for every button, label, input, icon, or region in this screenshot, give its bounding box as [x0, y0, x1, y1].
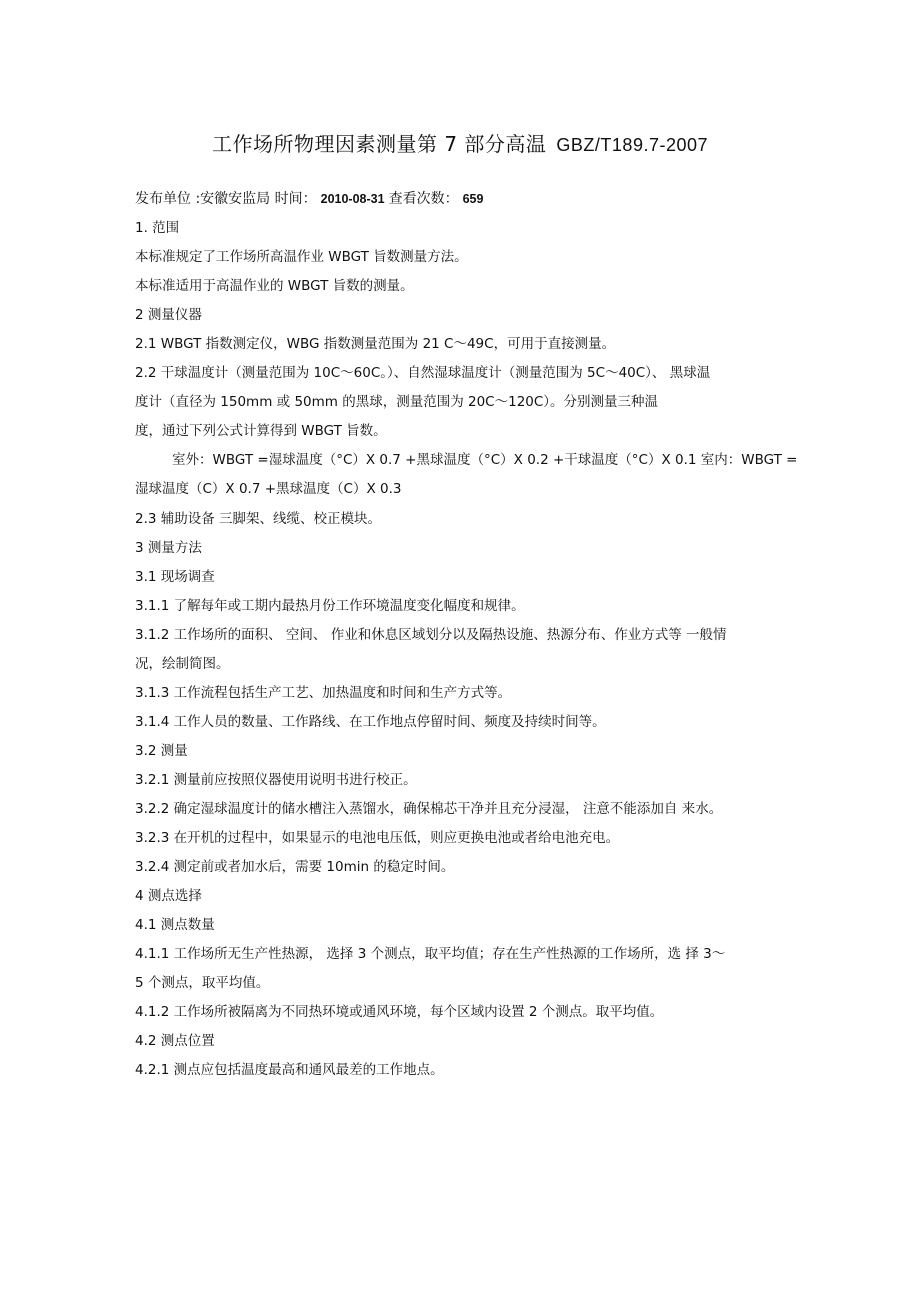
text-line: 度，通过下列公式计算得到 WBGT 旨数。: [135, 423, 387, 439]
views-count: 659: [462, 192, 484, 206]
text-line: 5 个测点，取平均值。: [135, 975, 270, 991]
text-line: 3.2.1 测量前应按照仪器使用说明书进行校正。: [135, 772, 417, 788]
text-line: 2.2 干球温度计（测量范围为 10C〜60C。）、自然湿球温度计（测量范围为 5C〜40C）、 黑球温: [135, 365, 711, 381]
text-line: 本标准适用于高温作业的 WBGT 旨数的测量。: [135, 278, 414, 294]
text-line: 3.1.1 了解每年或工期内最热月份工作环境温度变化幅度和规律。: [135, 598, 525, 614]
title-main: 工作场所物理因素测量第 7 部分高温: [211, 132, 547, 156]
text-line: 3.1.2 工作场所的面积、 空间、 作业和休息区域划分以及隔热设施、热源分布、作业方式等 一般情: [135, 627, 727, 643]
text-line: 4.1 测点数量: [135, 917, 215, 933]
document-title: [0, 128, 920, 157]
publish-date: 2010-08-31: [320, 192, 385, 206]
text-line: 2.1 WBGT 指数测定仪，WBG 指数测量范围为 21 C〜49C，可用于直接测量。: [135, 336, 616, 352]
text-line: 2.3 辅助设备 三脚架、线缆、校正模块。: [135, 511, 382, 527]
text-line: 3.2.4 测定前或者加水后，需要 10min 的稳定时间。: [135, 859, 455, 875]
text-line: 3.2.3 在开机的过程中，如果显示的电池电压低，则应更换电池或者给电池充电。: [135, 830, 620, 846]
publisher-label: 发布单位 :安徽安监局 时间：: [135, 191, 317, 207]
text-line: 4.2.1 测点应包括温度最高和通风最差的工作地点。: [135, 1062, 444, 1078]
formula-line: 湿球温度（C）X 0.7 +黑球温度（C）X 0.3: [135, 481, 402, 497]
text-line: 度计（直径为 150mm 或 50mm 的黑球，测量范围为 20C〜120C）。分别测量三种温: [135, 394, 659, 410]
text-line: 4.2 测点位置: [135, 1033, 215, 1049]
standard-code: GBZ/T189.7-2007: [556, 135, 709, 155]
text-line: 3.2.2 确定湿球温度计的储水槽注入蒸馏水，确保棉芯干净并且充分浸湿， 注意不能添加自 来水。: [135, 801, 723, 817]
text-line: 1. 范围: [135, 220, 180, 236]
views-label: 查看次数：: [388, 191, 459, 207]
section-heading: 4 测点选择: [135, 888, 202, 904]
text-line: 3.1.3 工作流程包括生产工艺、加热温度和时间和生产方式等。: [135, 685, 512, 701]
section-heading: 2 测量仪器: [135, 307, 202, 323]
text-line: 3.1 现场调查: [135, 569, 215, 585]
section-heading: 3 测量方法: [135, 540, 202, 556]
text-line: 3.2 测量: [135, 743, 188, 759]
text-line: 3.1.4 工作人员的数量、工作路线、在工作地点停留时间、频度及持续时间等。: [135, 714, 606, 730]
text-line: 4.1.1 工作场所无生产性热源， 选择 3 个测点，取平均值；存在生产性热源的工作场所，选 择 3〜: [135, 946, 726, 962]
text-line: 本标准规定了工作场所高温作业 WBGT 旨数测量方法。: [135, 249, 468, 265]
publish-info: [135, 189, 795, 209]
text-line: 4.1.2 工作场所被隔离为不同热环境或通风环境，每个区域内设置 2 个测点。取平均值。: [135, 1004, 664, 1020]
formula-line: 室外：WBGT =湿球温度（°C）X 0.7 +黑球温度（°C）X 0.2 +干球温度（°C）X 0.1 室内：WBGT =: [172, 452, 798, 468]
text-line: 况，绘制简图。: [135, 656, 230, 672]
